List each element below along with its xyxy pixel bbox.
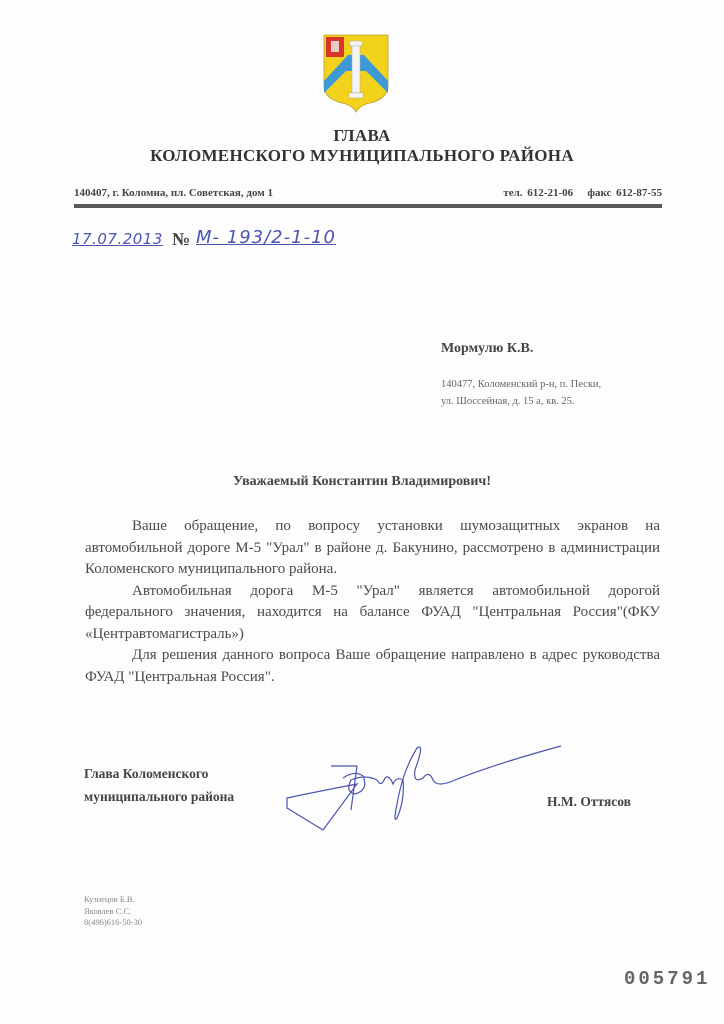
handwritten-signature-icon (285, 740, 565, 835)
salutation: Уважаемый Константин Владимирович! (232, 474, 491, 489)
letterhead-title: ГЛАВА (333, 126, 391, 145)
letterhead-subtitle: КОЛОМЕНСКОГО МУНИЦИПАЛЬНОГО РАЙОНА (150, 146, 574, 165)
signatory-name: Н.М. Оттясов (547, 794, 631, 809)
signatory-position (84, 762, 234, 808)
body-paragraph: Автомобильная дорога М-5 "Урал" является автомобильной дорогой федерального значения, находится на балансе ФУАД "Центральная Россия"(ФКУ «Центравтомагистраль») (85, 582, 660, 642)
registration-number-label: № (172, 229, 191, 249)
serial-number: 005791 (624, 968, 711, 990)
executor-name: Кузнецов Б.В. (84, 894, 135, 904)
coat-of-arms-icon (322, 33, 390, 113)
registration-number: М- 193/2-1-10 (196, 227, 336, 248)
letterhead-contacts: тел. 612-21-06 факс 612-87-55 (503, 187, 662, 199)
body-paragraph: Ваше обращение, по вопросу установки шумозащитных экранов на автомобильной дороге М-5 "Урал" в районе д. Бакунино, рассмотрено в администрации Коломенского муниципального района. (85, 518, 660, 577)
column-icon (352, 45, 360, 93)
recipient-address-line1: 140477, Коломенский р-н, п. Пески, (441, 379, 602, 390)
signatory-position-line1: Глава Коломенского (84, 766, 209, 781)
body-paragraph: Для решения данного вопроса Ваше обращение направлено в адрес руководства ФУАД "Центральная Россия". (85, 647, 660, 685)
executors-block (84, 894, 142, 929)
registration-date: 17.07.2013 (72, 230, 163, 248)
recipient-address (441, 376, 601, 410)
executor-name: Яковлев С.С. (84, 905, 132, 916)
letter-body (85, 516, 660, 688)
letterhead-divider (74, 204, 662, 208)
recipient-name: Мормулю К.В. (441, 341, 534, 356)
signatory-position-line2: муниципального района (84, 789, 235, 804)
recipient-address-line2: ул. Шоссейная, д. 15 а, кв. 25. (441, 396, 575, 407)
executor-phone: 8(496)616-50-30 (84, 917, 143, 927)
letterhead-address: 140407, г. Коломна, пл. Советская, дом 1 (74, 187, 273, 199)
